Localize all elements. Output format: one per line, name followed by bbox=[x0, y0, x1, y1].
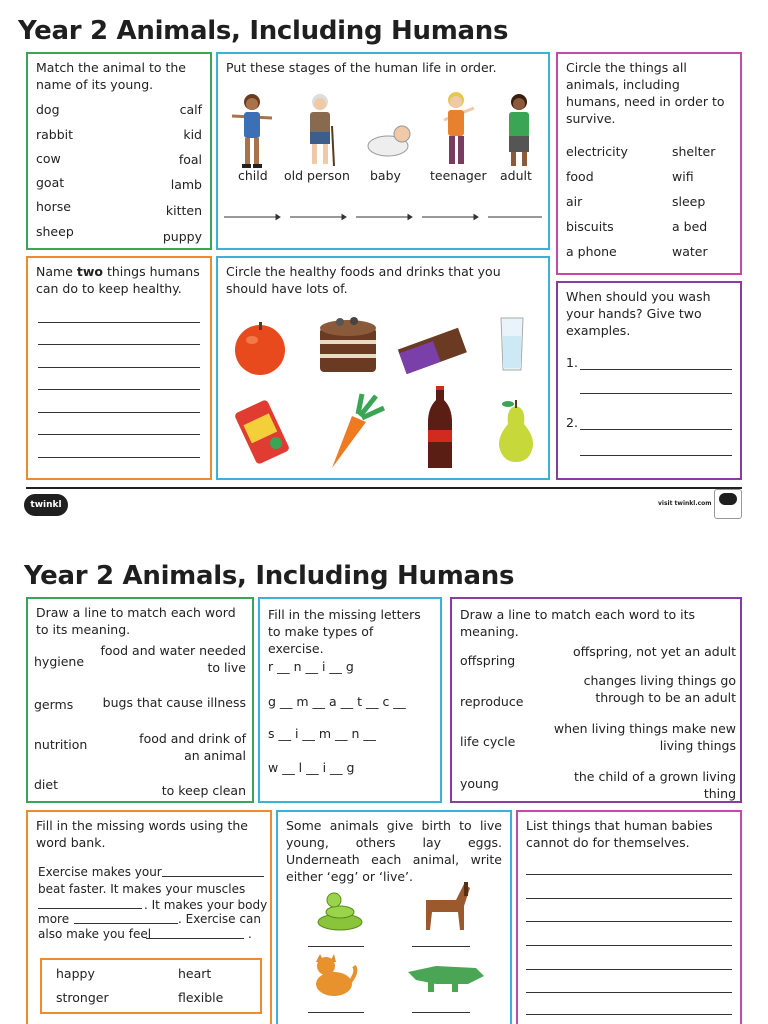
young-word[interactable]: calf bbox=[179, 102, 202, 117]
babies-panel bbox=[516, 810, 742, 1024]
survive-option[interactable]: shelter bbox=[672, 144, 716, 159]
meaning[interactable]: when living things make new living things bbox=[553, 721, 736, 753]
term[interactable]: hygiene bbox=[34, 654, 85, 669]
bank-word[interactable]: stronger bbox=[56, 990, 109, 1005]
item-number: 1. bbox=[566, 355, 578, 370]
answer-line[interactable] bbox=[526, 898, 732, 899]
meaning[interactable]: bugs that cause illness bbox=[102, 695, 246, 710]
order-answer-lines[interactable] bbox=[222, 210, 546, 224]
passage-text: more bbox=[38, 912, 70, 926]
answer-line[interactable] bbox=[526, 992, 732, 993]
instruction: Fill in the missing words using the word bank. bbox=[36, 818, 248, 850]
word-bank-box bbox=[40, 958, 262, 1014]
badge-icon bbox=[714, 489, 742, 519]
adult-figure-icon bbox=[502, 92, 536, 170]
blank-line[interactable] bbox=[162, 876, 264, 877]
blank-line[interactable] bbox=[146, 938, 244, 939]
answer-line[interactable] bbox=[38, 389, 200, 390]
stage-label: baby bbox=[370, 168, 401, 183]
animal-word[interactable]: dog bbox=[36, 102, 60, 117]
animal-word[interactable]: cow bbox=[36, 151, 61, 166]
instruction: Match the animal to the name of its young. bbox=[36, 60, 186, 92]
cola-bottle-icon[interactable] bbox=[424, 386, 456, 472]
crisps-packet-icon[interactable] bbox=[230, 398, 294, 466]
stage-label: old person bbox=[284, 168, 350, 183]
cat-icon bbox=[308, 952, 358, 1000]
word-bank-panel bbox=[26, 810, 272, 1024]
bank-word[interactable]: heart bbox=[178, 966, 212, 981]
match-meaning-panel-2 bbox=[450, 597, 742, 803]
exercise-word[interactable]: s __ i __ m __ n __ bbox=[268, 726, 376, 741]
survive-option[interactable]: a bed bbox=[672, 219, 708, 234]
young-word[interactable]: lamb bbox=[170, 177, 202, 192]
instruction: Fill in the missing letters to make types of exercise. bbox=[268, 607, 421, 656]
instruction: Put these stages of the human life in order. bbox=[226, 60, 497, 75]
passage-text: also make you feel bbox=[38, 927, 152, 941]
keep-healthy-panel bbox=[26, 256, 212, 480]
blank-line[interactable] bbox=[38, 908, 142, 909]
egg-or-live-panel bbox=[276, 810, 512, 1024]
animal-word[interactable]: horse bbox=[36, 199, 71, 214]
answer-line[interactable] bbox=[38, 344, 200, 345]
passage-text: . bbox=[248, 927, 252, 941]
exercise-word[interactable]: r __ n __ i __ g bbox=[268, 659, 354, 674]
stage-label: adult bbox=[500, 168, 532, 183]
horse-icon bbox=[418, 878, 472, 934]
answer-line[interactable] bbox=[526, 969, 732, 970]
answer-line[interactable] bbox=[38, 322, 200, 323]
pear-icon[interactable] bbox=[494, 398, 538, 464]
chocolate-bar-icon[interactable] bbox=[394, 322, 470, 378]
blank-line[interactable] bbox=[74, 923, 178, 924]
cake-icon[interactable] bbox=[316, 314, 380, 376]
answer-line[interactable] bbox=[580, 455, 732, 456]
footer-divider bbox=[26, 487, 742, 489]
exercise-word[interactable]: g __ m __ a __ t __ c __ bbox=[268, 694, 406, 709]
match-young-panel bbox=[26, 52, 212, 250]
answer-line[interactable] bbox=[38, 367, 200, 368]
answer-line[interactable] bbox=[526, 921, 732, 922]
snake-icon bbox=[314, 890, 366, 932]
instruction: Circle the things all animals, including humans, need in order to survive. bbox=[566, 60, 725, 126]
animal-word[interactable]: sheep bbox=[36, 224, 74, 239]
life-order-panel bbox=[216, 52, 550, 250]
old-person-figure-icon bbox=[300, 92, 340, 170]
instruction: Some animals give birth to live young, others lay eggs. Underneath each animal, write either ‘egg’ or ‘live’. bbox=[286, 818, 502, 884]
missing-letters-panel bbox=[258, 597, 442, 803]
answer-line[interactable] bbox=[38, 434, 200, 435]
answer-line[interactable] bbox=[308, 1012, 364, 1013]
survive-option[interactable]: a phone bbox=[566, 244, 617, 259]
survive-option[interactable]: sleep bbox=[672, 194, 706, 209]
page-title: Year 2 Animals, Including Humans bbox=[24, 561, 515, 591]
exercise-word[interactable]: w __ l __ i __ g bbox=[268, 760, 355, 775]
survive-option[interactable]: food bbox=[566, 169, 594, 184]
teenager-figure-icon bbox=[434, 90, 480, 170]
apple-icon[interactable] bbox=[232, 320, 288, 376]
survive-option[interactable]: electricity bbox=[566, 144, 628, 159]
term[interactable]: reproduce bbox=[460, 694, 524, 709]
term[interactable]: life cycle bbox=[460, 734, 516, 749]
meaning[interactable]: food and water needed to live bbox=[100, 643, 246, 675]
passage-text: beat faster. It makes your muscles bbox=[38, 882, 246, 896]
answer-line[interactable] bbox=[38, 457, 200, 458]
term[interactable]: diet bbox=[34, 777, 58, 792]
match-meaning-panel bbox=[26, 597, 254, 803]
crocodile-icon bbox=[406, 954, 486, 998]
answer-line[interactable] bbox=[526, 1014, 732, 1015]
instruction: Draw a line to match each word to its meaning. bbox=[460, 607, 696, 639]
young-word[interactable]: kitten bbox=[165, 203, 202, 218]
baby-figure-icon bbox=[366, 120, 416, 160]
answer-line[interactable] bbox=[526, 945, 732, 946]
answer-line[interactable] bbox=[580, 393, 732, 394]
carrot-icon[interactable] bbox=[322, 392, 386, 472]
meaning[interactable]: offspring, not yet an adult bbox=[573, 644, 736, 659]
bank-word[interactable]: flexible bbox=[178, 990, 224, 1005]
term[interactable]: offspring bbox=[460, 653, 516, 668]
meaning[interactable]: changes living things go through to be an adult bbox=[583, 673, 736, 705]
instruction: When should you wash your hands? Give two examples. bbox=[566, 289, 711, 338]
stage-label: teenager bbox=[430, 168, 487, 183]
twinkl-logo[interactable]: twinkl bbox=[24, 494, 68, 516]
answer-line[interactable] bbox=[412, 946, 470, 947]
healthy-foods-panel bbox=[216, 256, 550, 480]
bank-word[interactable]: happy bbox=[56, 966, 95, 981]
animal-word[interactable]: goat bbox=[36, 175, 65, 190]
animal-word[interactable]: rabbit bbox=[36, 127, 74, 142]
stage-label: child bbox=[238, 168, 268, 183]
meaning[interactable]: the child of a grown living thing bbox=[573, 769, 736, 801]
answer-line[interactable] bbox=[526, 874, 732, 875]
survive-option[interactable]: wifi bbox=[672, 169, 694, 184]
young-word[interactable]: kid bbox=[183, 127, 202, 142]
survive-option[interactable]: biscuits bbox=[566, 219, 614, 234]
wash-hands-panel bbox=[556, 281, 742, 480]
term[interactable]: nutrition bbox=[34, 737, 88, 752]
visit-link[interactable]: visit twinkl.com bbox=[658, 500, 712, 507]
survive-option[interactable]: water bbox=[672, 244, 708, 259]
page-title: Year 2 Animals, Including Humans bbox=[18, 16, 509, 46]
meaning[interactable]: to keep clean bbox=[161, 783, 246, 798]
answer-line[interactable] bbox=[412, 1012, 470, 1013]
young-word[interactable]: foal bbox=[178, 152, 202, 167]
meaning[interactable]: food and drink of an animal bbox=[139, 731, 246, 763]
item-number: 2. bbox=[566, 415, 578, 430]
instruction: List things that human babies cannot do for themselves. bbox=[526, 818, 713, 850]
term[interactable]: germs bbox=[34, 697, 74, 712]
child-figure-icon bbox=[228, 92, 276, 170]
glass-of-water-icon[interactable] bbox=[498, 316, 526, 372]
survive-panel bbox=[556, 52, 742, 275]
answer-line[interactable] bbox=[308, 946, 364, 947]
passage-text: . It makes your body bbox=[144, 898, 268, 912]
answer-line[interactable] bbox=[38, 412, 200, 413]
survive-option[interactable]: air bbox=[566, 194, 583, 209]
instruction: Draw a line to match each word to its meaning. bbox=[36, 605, 236, 637]
passage-text: Exercise makes your bbox=[38, 865, 162, 879]
passage-text: . Exercise can bbox=[178, 912, 261, 926]
term[interactable]: young bbox=[460, 776, 499, 791]
instruction: Circle the healthy foods and drinks that you should have lots of. bbox=[226, 264, 501, 296]
answer-line[interactable] bbox=[580, 369, 732, 370]
instruction: Name two things humans can do to keep healthy. bbox=[36, 264, 200, 296]
young-word[interactable]: puppy bbox=[162, 229, 202, 244]
answer-line[interactable] bbox=[580, 429, 732, 430]
